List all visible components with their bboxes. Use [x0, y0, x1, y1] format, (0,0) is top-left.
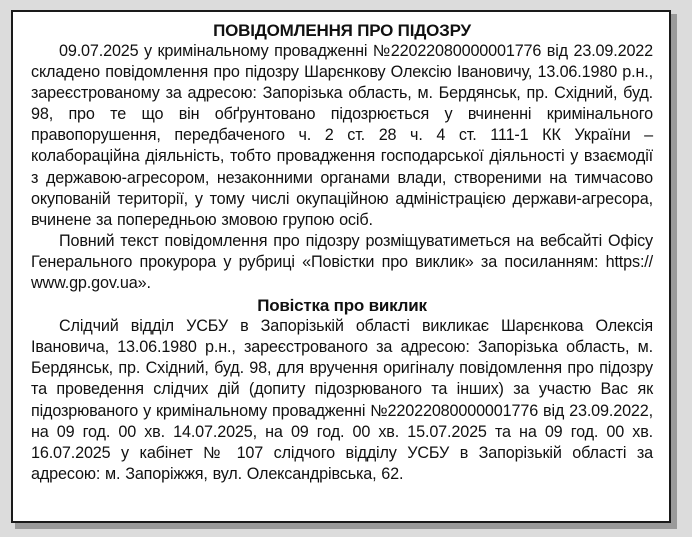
notice-box [11, 10, 671, 523]
summons-paragraph-1: Слідчий відділ УСБУ в Запорізькій області викликає Шарєнкова Олексія Івановича, 13.06.1980 р.н., зареєстрованого за адресою: Запорізька область, м. Бердянськ, пр. Східний, буд. 98, для вручення оригіналу повідомлення про підозру та проведення слідчих дій (допиту підозрюваного та інших) за участю Вас як підозрюваного у кримінальному провадженні №22022080000001776 від 23.09.2022, на 09 год. 00 хв. 14.07.2025, на 09 год. 00 хв. 15.07.2025 та на 09 год. 00 хв. 16.07.2025 у кабінет № 107 слідчого відділу УСБУ в Запорізькій області за адресою: м. Запоріжжя, вул. Олександрівська, 62. [31, 317, 653, 483]
notice-title: ПОВІДОМЛЕННЯ ПРО ПІДОЗРУ [213, 21, 471, 40]
summons-title: Повістка про виклик [257, 296, 427, 316]
notice-paragraph-2: Повний текст повідомлення про підозру розміщуватиметься на вебсайті Офісу Генерального прокурора у рубриці «Повістки про виклик» за посиланням: https:// www.gp.gov.ua». [31, 231, 653, 293]
notice-paragraph-1: 09.07.2025 у кримінальному провадженні №22022080000001776 від 23.09.2022 складено повідомлення про підозру Шарєнкову Олексію Івановичу, 13.06.1980 р.н., зареєстрованому за адресою: Запорізька область, м. Бердянськ, пр. Східний, буд. 98, про те що він обґрунтовано підозрюється у вчиненні кримінального правопорушення, передбаченого ч. 2 ст. 28 ч. 4 ст. 111-1 КК України – колабораційна діяльність, тобто провадження господарської діяльності у взаємодії з державою-агресором, незаконними органами влади, створеними на тимчасово окупованій території, у тому числі окупаційною адміністрацією держави-агресора, вчинене за попередньою змовою групою осіб. [31, 42, 653, 229]
